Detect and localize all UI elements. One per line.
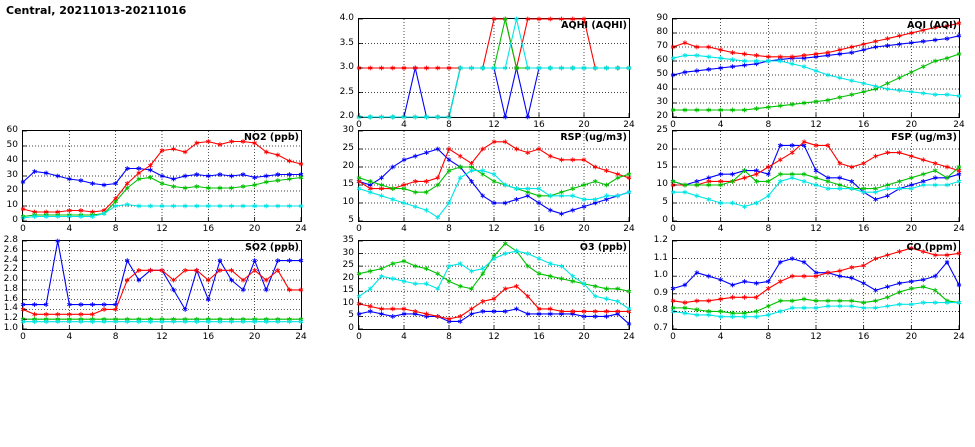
data-point-marker — [469, 306, 473, 311]
x-tick-label: 8 — [112, 224, 119, 234]
y-tick-label: 50 — [6, 140, 18, 150]
x-tick-label: 4 — [66, 224, 73, 234]
plot-area-aqi — [672, 18, 960, 118]
y-tick-label: 1.2 — [653, 235, 668, 245]
data-point-marker — [537, 201, 541, 206]
x-tick-label: 12 — [156, 332, 168, 342]
y-tick-label: 5 — [662, 197, 668, 207]
page-title: Central, 20211013-20211016 — [6, 4, 187, 17]
x-tick-label: 24 — [953, 332, 965, 342]
plot-area-co — [672, 240, 960, 330]
x-tick-label: 0 — [20, 332, 26, 342]
y-tick-label: 70 — [656, 41, 668, 51]
data-point-marker — [778, 279, 782, 284]
x-tick-label: 4 — [401, 224, 407, 234]
chart-title-so2: SO2 (ppb) — [245, 242, 299, 253]
x-tick-label: 8 — [446, 224, 452, 234]
y-tick-label: 15 — [656, 161, 668, 171]
y-tick-label: 35 — [342, 235, 354, 245]
x-tick-label: 20 — [578, 224, 590, 234]
x-tick-label: 8 — [446, 120, 452, 130]
plot-svg-aqi — [673, 19, 959, 117]
y-tick-label: 1.0 — [653, 270, 668, 281]
x-tick-label: 20 — [248, 332, 261, 342]
y-tick-label: 1.2 — [3, 313, 18, 324]
data-point-marker — [862, 281, 866, 286]
data-point-marker — [447, 147, 451, 152]
y-tick-label: 0 — [662, 215, 668, 225]
y-tick-label: 2.6 — [3, 244, 18, 255]
data-point-marker — [537, 256, 541, 261]
y-tick-label: 30 — [656, 97, 668, 107]
x-tick-label: 20 — [905, 120, 918, 130]
x-tick-label: 24 — [295, 224, 307, 234]
y-tick-label: 2.4 — [3, 254, 18, 265]
data-point-marker — [458, 154, 462, 159]
x-tick-label: 4 — [717, 332, 724, 342]
y-tick-label: 5 — [348, 310, 354, 321]
data-point-marker — [436, 286, 440, 291]
x-tick-label: 0 — [356, 120, 362, 130]
x-tick-label: 20 — [578, 332, 590, 342]
x-tick-label: 12 — [156, 224, 168, 234]
y-tick-label: 10 — [6, 200, 18, 210]
plot-area-fsp — [672, 130, 960, 222]
data-point-marker — [447, 279, 451, 284]
data-point-marker — [526, 115, 530, 120]
y-tick-label: 80 — [656, 27, 668, 37]
y-tick-label: 10 — [342, 297, 354, 308]
data-point-marker — [253, 258, 257, 263]
y-tick-label: 25 — [342, 143, 354, 153]
y-tick-label: 60 — [6, 125, 18, 135]
x-tick-label: 8 — [446, 332, 452, 342]
y-tick-label: 1.6 — [3, 293, 18, 304]
x-tick-label: 16 — [202, 332, 215, 342]
x-tick-label: 0 — [356, 332, 362, 342]
plot-svg-so2 — [23, 241, 301, 329]
plot-svg-o3 — [359, 241, 629, 329]
y-tick-label: 5 — [348, 215, 354, 225]
x-tick-label: 0 — [670, 224, 676, 234]
x-tick-label: 24 — [623, 332, 635, 342]
x-tick-label: 0 — [356, 224, 362, 234]
x-tick-label: 0 — [20, 224, 26, 234]
x-tick-label: 24 — [295, 332, 307, 342]
y-tick-label: 1.0 — [3, 323, 18, 333]
data-point-marker — [921, 64, 925, 69]
y-tick-label: 40 — [6, 155, 18, 165]
plot-svg-no2 — [23, 131, 301, 221]
x-tick-label: 24 — [953, 120, 965, 130]
x-tick-label: 20 — [578, 120, 590, 130]
y-tick-label: 4.0 — [339, 13, 354, 23]
x-tick-label: 24 — [623, 224, 635, 234]
y-tick-label: 3.0 — [339, 62, 354, 72]
y-tick-label: 1.8 — [3, 283, 18, 294]
x-tick-label: 16 — [857, 332, 870, 342]
x-tick-label: 12 — [810, 224, 822, 234]
data-point-marker — [766, 304, 770, 309]
plot-svg-co — [673, 241, 959, 329]
y-tick-label: 0.9 — [653, 287, 668, 298]
data-point-marker — [778, 157, 782, 162]
x-tick-label: 16 — [202, 224, 215, 234]
data-point-marker — [503, 115, 507, 120]
x-tick-label: 4 — [401, 120, 407, 130]
y-tick-label: 20 — [342, 272, 354, 283]
y-tick-label: 2.0 — [3, 274, 18, 285]
x-tick-label: 4 — [717, 120, 724, 130]
x-tick-label: 8 — [765, 332, 772, 342]
x-tick-label: 0 — [670, 120, 676, 130]
x-tick-label: 8 — [765, 224, 772, 234]
y-tick-label: 2.8 — [3, 235, 18, 245]
y-tick-label: 20 — [656, 111, 668, 121]
y-tick-label: 15 — [342, 179, 354, 189]
y-tick-label: 25 — [342, 260, 354, 271]
x-tick-label: 16 — [857, 224, 870, 234]
plot-area-o3 — [358, 240, 630, 330]
x-tick-label: 4 — [401, 332, 407, 342]
x-tick-label: 12 — [488, 224, 500, 234]
y-tick-label: 3.5 — [339, 37, 354, 48]
y-tick-label: 30 — [342, 247, 354, 258]
chart-title-co: CO (ppm) — [906, 242, 957, 253]
data-point-marker — [436, 271, 440, 276]
plot-svg-aqhi — [359, 19, 629, 117]
plot-svg-rsp — [359, 131, 629, 221]
chart-title-o3: O3 (ppb) — [579, 242, 627, 253]
x-tick-label: 20 — [905, 224, 918, 234]
y-tick-label: 1.1 — [653, 252, 668, 263]
y-tick-label: 20 — [6, 185, 18, 195]
chart-title-fsp: FSP (ug/m3) — [891, 132, 957, 143]
y-tick-label: 2.0 — [339, 111, 354, 121]
x-tick-label: 16 — [533, 224, 545, 234]
data-point-marker — [458, 175, 462, 180]
y-tick-label: 40 — [656, 83, 668, 93]
y-tick-label: 0.8 — [653, 305, 668, 316]
y-tick-label: 30 — [6, 170, 18, 180]
plot-area-rsp — [358, 130, 630, 222]
plot-svg-fsp — [673, 131, 959, 221]
data-point-marker — [885, 81, 889, 86]
data-point-marker — [264, 287, 268, 292]
y-tick-label: 10 — [342, 197, 354, 207]
x-tick-label: 16 — [533, 120, 545, 130]
x-tick-label: 4 — [66, 332, 73, 342]
y-tick-label: 50 — [656, 69, 668, 79]
y-tick-label: 0 — [12, 215, 18, 225]
y-tick-label: 15 — [342, 285, 354, 296]
data-point-marker — [814, 168, 818, 173]
y-tick-label: 2.5 — [339, 86, 354, 97]
y-tick-label: 30 — [342, 125, 354, 135]
y-tick-label: 0 — [348, 323, 354, 333]
data-point-marker — [897, 75, 901, 80]
chart-title-aqi: AQI (AQI) — [907, 20, 957, 31]
y-tick-label: 1.4 — [3, 303, 18, 314]
chart-title-rsp: RSP (ug/m3) — [560, 132, 627, 143]
x-tick-label: 8 — [765, 120, 772, 130]
x-tick-label: 12 — [810, 120, 822, 130]
x-tick-label: 8 — [112, 332, 119, 342]
y-tick-label: 2.2 — [3, 264, 18, 275]
y-tick-label: 20 — [342, 161, 354, 171]
plot-area-so2 — [22, 240, 302, 330]
x-tick-label: 12 — [810, 332, 822, 342]
y-tick-label: 25 — [656, 125, 668, 135]
y-tick-label: 90 — [656, 13, 668, 23]
y-tick-label: 20 — [656, 143, 668, 153]
data-point-marker — [909, 70, 913, 75]
plot-area-no2 — [22, 130, 302, 222]
chart-title-no2: NO2 (ppb) — [243, 132, 299, 143]
data-point-marker — [357, 294, 361, 299]
x-tick-label: 20 — [905, 332, 918, 342]
x-tick-label: 4 — [717, 224, 724, 234]
x-tick-label: 24 — [623, 120, 635, 130]
plot-area-aqhi — [358, 18, 630, 118]
y-tick-label: 10 — [656, 179, 668, 189]
y-tick-label: 0.7 — [653, 323, 668, 333]
x-tick-label: 0 — [670, 332, 676, 342]
x-tick-label: 20 — [248, 224, 261, 234]
chart-title-aqhi: AQHI (AQHI) — [561, 20, 627, 31]
x-tick-label: 12 — [488, 120, 500, 130]
x-tick-label: 16 — [533, 332, 545, 342]
y-tick-label: 60 — [656, 55, 668, 65]
x-tick-label: 16 — [857, 120, 870, 130]
x-tick-label: 24 — [953, 224, 965, 234]
x-tick-label: 12 — [488, 332, 500, 342]
